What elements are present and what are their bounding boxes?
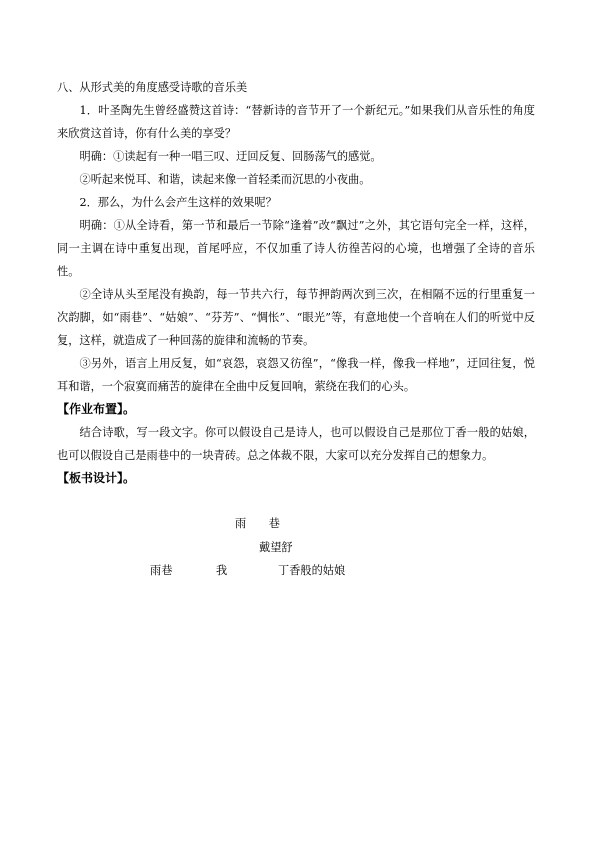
answer-2-point-3: ③另外，语言上用反复，如“哀怨，哀怨又彷徨”，“像我一样，像我一样地”，迂回往复，悦耳和谐，一个寂寞而痛苦的旋律在全曲中反复回响，萦绕在我们的心头。 [57, 357, 535, 393]
answer-1-point-2: ②听起来悦耳、和谐，读起来像一首轻柔而沉思的小夜曲。 [79, 173, 371, 186]
document-body [57, 76, 535, 490]
question-2: 2．那么，为什么会产生这样的效果呢？ [79, 196, 277, 209]
section-heading: 八、从形式美的角度感受诗歌的音乐美 [57, 81, 248, 94]
answer-2-point-2: ②全诗从头至尾没有换韵，每一节共六行，每节押韵两次到三次，在相隔不远的行里重复一次韵脚，如“雨巷”、“姑娘”、“芬芳”、“惆怅”、“眼光”等，有意地使一个音响在人们的听觉中反复，这样，就造成了一种回荡的旋律和流畅的节奏。 [57, 288, 535, 347]
board-item-right: 丁香般的姑娘 [278, 564, 346, 577]
answer-1-point-1: 明确：①读起有一种一唱三叹、迂回反复、回肠荡气的感觉。 [79, 150, 382, 163]
answer-2-point-1: 明确：①从全诗看，第一节和最后一节除“逢着”改“飘过”之外，其它语句完全一样，这样，同一主调在诗中重复出现，首尾呼应，不仅加重了诗人彷徨苦闷的心境，也增强了全诗的音乐性。 [57, 219, 535, 278]
homework-text: 结合诗歌，写一段文字。你可以假设自己是诗人，也可以假设自己是那位丁香一般的姑娘，也可以假设自己是雨巷中的一块青砖。总之体裁不限，大家可以充分发挥自己的想象力。 [57, 426, 535, 462]
board-design [0, 516, 595, 586]
board-item-left: 雨巷 [150, 564, 173, 577]
board-title: 雨 巷 [235, 517, 280, 530]
board-heading: 【板书设计】。 [57, 471, 136, 485]
board-item-middle: 我 [216, 564, 228, 577]
homework-heading: 【作业布置】。 [57, 402, 136, 416]
question-1: 1．叶圣陶先生曾经盛赞这首诗：“替新诗的音节开了一个新纪元。”如果我们从音乐性的角度来欣赏这首诗，你有什么美的享受？ [57, 104, 535, 140]
board-author: 戴望舒 [259, 541, 293, 554]
